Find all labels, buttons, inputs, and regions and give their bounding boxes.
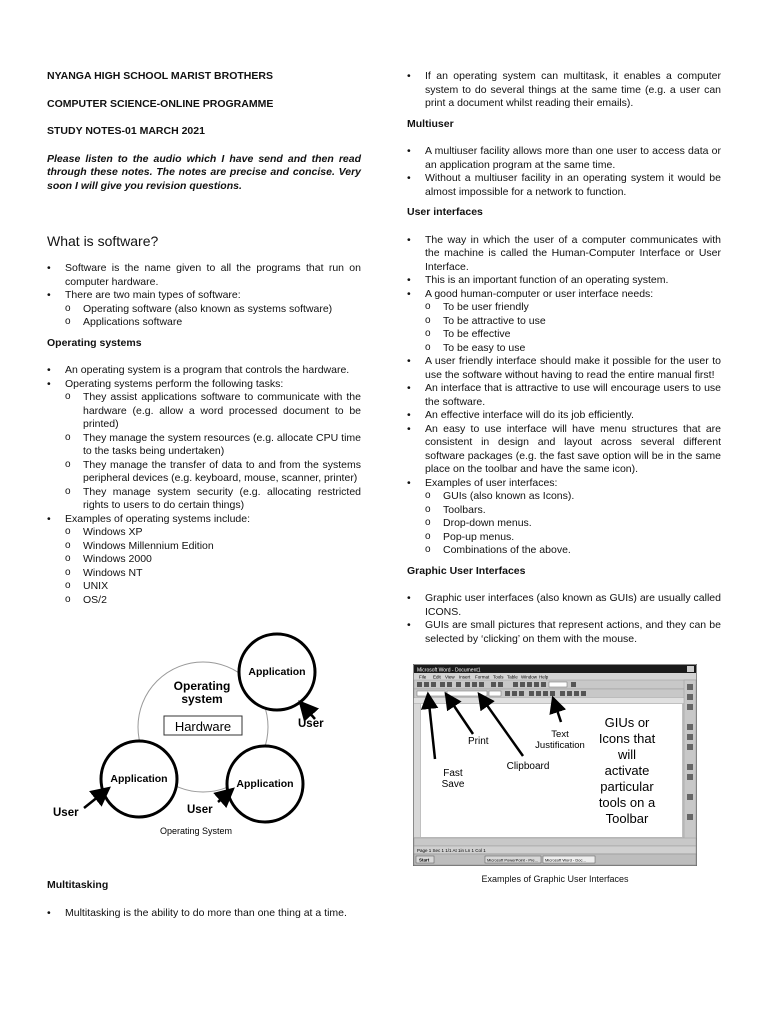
- multitasking-section: [47, 879, 361, 920]
- italic-icon[interactable]: [512, 691, 517, 696]
- list-item: • An operating system is a program that controls the hardware.: [47, 364, 361, 378]
- paste-icon[interactable]: [479, 682, 484, 687]
- style-select[interactable]: [417, 691, 445, 696]
- list-item: • GUIs are small pictures that represent actions, and they can be selected by ‘clicking’ on them with the mouse.: [407, 619, 721, 646]
- application-label-right: Application: [236, 778, 294, 790]
- user-arrow-top: [300, 702, 315, 719]
- side-tool-icon[interactable]: [687, 794, 693, 800]
- list-item-text: There are two main types of software:: [65, 289, 241, 301]
- preview-icon[interactable]: [447, 682, 452, 687]
- callout-line: Icons that: [598, 731, 656, 746]
- menu-view[interactable]: View: [445, 674, 455, 680]
- menu-insert[interactable]: Insert: [459, 674, 471, 680]
- size-select[interactable]: [489, 691, 501, 696]
- software-list: [47, 262, 361, 330]
- os-examples: [65, 526, 361, 607]
- list-item: o Toolbars.: [425, 504, 721, 518]
- text-justification-label-2: Justification: [535, 740, 585, 751]
- list-item: o Windows Millennium Edition: [65, 540, 361, 554]
- redo-icon[interactable]: [498, 682, 503, 687]
- list-item: [407, 288, 721, 356]
- list-item: • A multiuser facility allows more than one user to access data or an application program at the same time.: [407, 145, 721, 172]
- notes-date: STUDY NOTES-01 MARCH 2021: [47, 125, 205, 137]
- underline-icon[interactable]: [519, 691, 524, 696]
- list-item: • An interface that is attractive to use will encourage users to use the software.: [407, 382, 721, 409]
- fast-save-label-2: Save: [441, 779, 465, 790]
- menu-edit[interactable]: Edit: [433, 674, 441, 680]
- menu-file[interactable]: File: [419, 674, 427, 680]
- text-justification-label-1: Text: [551, 729, 569, 740]
- list-item: o They manage system security (e.g. allocating restricted rights to users to do certain things): [65, 486, 361, 513]
- callout-line: tools on a: [598, 795, 656, 810]
- print-label: Print: [468, 736, 489, 747]
- multiuser-heading: Multiuser: [407, 117, 454, 130]
- list-item: o OS/2: [65, 594, 361, 608]
- gui-screenshot-figure: [413, 664, 697, 866]
- undo-icon[interactable]: [491, 682, 496, 687]
- menu-window[interactable]: Window: [521, 674, 538, 680]
- side-tool-icon[interactable]: [687, 684, 693, 690]
- multiuser-list: [407, 145, 721, 199]
- start-label: Start: [419, 857, 430, 863]
- diagram-caption: Operating System: [159, 826, 233, 836]
- os-label-1: Operating: [173, 679, 231, 693]
- fast-save-label-1: Fast: [443, 768, 463, 779]
- multitasking-list: [47, 907, 361, 921]
- application-label-left: Application: [110, 773, 168, 785]
- list-item: • The way in which the user of a computer communicates with the machine is called the Human-Computer Interface or User Interface.: [407, 234, 721, 275]
- os-heading: Operating systems: [47, 336, 142, 349]
- print-icon[interactable]: [440, 682, 445, 687]
- numbering-icon[interactable]: [560, 691, 565, 696]
- os-label-2: system: [181, 692, 223, 706]
- list-item: • Multitasking is the ability to do more than one thing at a time.: [47, 907, 361, 921]
- side-tool-icon[interactable]: [687, 774, 693, 780]
- menu-tools[interactable]: Tools: [493, 674, 504, 680]
- callout-line: GIUs or: [604, 715, 650, 730]
- callout-line: activate: [604, 763, 650, 778]
- align-right-icon[interactable]: [543, 691, 548, 696]
- spell-icon[interactable]: [456, 682, 461, 687]
- indent-icon[interactable]: [574, 691, 579, 696]
- cut-icon[interactable]: [465, 682, 470, 687]
- callout-line: Toolbar: [605, 811, 649, 826]
- multitasking-list-cont: [407, 70, 721, 111]
- list-item: • An easy to use interface will have menu structures that are consistent in design and layout across several different software packages (e.g. the fast save option will be in the same place on the toolbar and have the same icon).: [407, 423, 721, 477]
- side-tool-icon[interactable]: [687, 764, 693, 770]
- taskbar-item-label: Microsoft PowerPoint - Pre...: [487, 857, 538, 863]
- side-tool-icon[interactable]: [687, 734, 693, 740]
- save-icon[interactable]: [431, 682, 436, 687]
- align-left-icon[interactable]: [529, 691, 534, 696]
- list-item-text: Examples of operating systems include:: [65, 512, 251, 525]
- list-item: o To be user friendly: [425, 301, 721, 315]
- clipboard-label: Clipboard: [506, 761, 550, 772]
- ruler: [414, 698, 684, 703]
- list-item: • This is an important function of an operating system.: [407, 274, 721, 288]
- zoom-select[interactable]: [549, 682, 567, 687]
- callout-line: will: [617, 747, 637, 762]
- gui-heading: Graphic User Interfaces: [407, 564, 526, 577]
- table-icon[interactable]: [513, 682, 518, 687]
- ui-examples: [425, 490, 721, 558]
- os-tasks: [65, 391, 361, 513]
- list-item: • A user friendly interface should make it possible for the user to use the software without having to read the entire manual first!: [407, 355, 721, 382]
- ui-list: [407, 234, 721, 558]
- list-item: o They assist applications software to communicate with the hardware (e.g. allow a word processed document to be printed): [65, 391, 361, 432]
- list-item: [47, 289, 361, 330]
- side-tool-icon[interactable]: [687, 814, 693, 820]
- side-tool-icon[interactable]: [687, 704, 693, 710]
- copy-icon[interactable]: [472, 682, 477, 687]
- bold-icon[interactable]: [505, 691, 510, 696]
- side-tool-icon[interactable]: [687, 744, 693, 750]
- list-item: o They manage the system resources (e.g. allocate CPU time to the tasks being undertaken): [65, 432, 361, 459]
- list-item: o Windows XP: [65, 526, 361, 540]
- show-icon[interactable]: [541, 682, 546, 687]
- help-icon[interactable]: [571, 682, 576, 687]
- programme-title: COMPUTER SCIENCE-ONLINE PROGRAMME: [47, 97, 274, 110]
- user-label-bottom: User: [187, 804, 213, 816]
- os-list: [47, 364, 361, 607]
- list-item: • Graphic user interfaces (also known as GUIs) are usually called ICONS.: [407, 592, 721, 619]
- menu-bar: [414, 673, 696, 680]
- border-icon[interactable]: [581, 691, 586, 696]
- list-item: • Without a multiuser facility in an operating system it would be almost impossible for a network to function.: [407, 172, 721, 199]
- right-column: [407, 70, 721, 646]
- list-item: o GUIs (also known as Icons).: [425, 490, 721, 504]
- user-label-top: User: [298, 718, 324, 730]
- list-item: o They manage the transfer of data to and from the systems peripheral devices (e.g. keyboard, mouse, scanner, printer): [65, 459, 361, 486]
- list-item: [47, 513, 361, 608]
- list-item: o Drop-down menus.: [425, 517, 721, 531]
- menu-table[interactable]: Table: [507, 674, 518, 680]
- status-text: Page 1 Sec 1 1/1 At 1in Ln 1 Col 1: [417, 848, 486, 853]
- list-item-text: Examples of user interfaces:: [425, 476, 558, 489]
- drawing-toolbar: [414, 838, 696, 846]
- left-column: [47, 70, 361, 607]
- software-heading: What is software?: [47, 233, 159, 249]
- bullets-icon[interactable]: [567, 691, 572, 696]
- list-item: o Windows 2000: [65, 553, 361, 567]
- side-tool-icon[interactable]: [687, 694, 693, 700]
- map-icon[interactable]: [534, 682, 539, 687]
- list-item: o Pop-up menus.: [425, 531, 721, 545]
- ui-needs: [425, 301, 721, 355]
- menu-help[interactable]: Help: [539, 674, 549, 680]
- operating-system-diagram: [47, 632, 347, 842]
- align-center-icon[interactable]: [536, 691, 541, 696]
- list-item: o Combinations of the above.: [425, 544, 721, 558]
- vertical-ruler: [414, 704, 420, 837]
- justify-icon[interactable]: [550, 691, 555, 696]
- intro-paragraph: Please listen to the audio which I have send and then read through these notes. The notes are precise and concise. Very soon I will give you revision questions.: [47, 152, 361, 192]
- list-item: o To be effective: [425, 328, 721, 342]
- list-item-text: Operating systems perform the following tasks:: [65, 377, 284, 390]
- list-item: [47, 378, 361, 513]
- hardware-label: Hardware: [174, 719, 232, 734]
- ui-heading: User interfaces: [407, 206, 483, 218]
- list-item: o To be easy to use: [425, 342, 721, 356]
- taskbar-item-label: Microsoft Word - Doc...: [545, 857, 586, 863]
- gui-list: [407, 592, 721, 646]
- menu-format[interactable]: Format: [475, 674, 490, 680]
- list-item: • If an operating system can multitask, it enables a computer system to do several things at the same time (e.g. a user can print a document whilst reading their emails).: [407, 70, 721, 111]
- list-item: o UNIX: [65, 580, 361, 594]
- list-item: • An effective interface will do its job efficiently.: [407, 409, 721, 423]
- open-icon[interactable]: [424, 682, 429, 687]
- list-item: [407, 477, 721, 558]
- columns-icon[interactable]: [520, 682, 525, 687]
- list-item-text: A good human-computer or user interface needs:: [425, 287, 654, 300]
- callout-line: particular: [600, 779, 654, 794]
- school-name: NYANGA HIGH SCHOOL MARIST BROTHERS: [47, 70, 273, 82]
- gui-caption: Examples of Graphic User Interfaces: [481, 874, 629, 884]
- list-item: o To be attractive to use: [425, 315, 721, 329]
- window-close-button[interactable]: [687, 666, 694, 672]
- user-label-left: User: [53, 807, 79, 819]
- list-item: o Operating software (also known as systems software): [65, 303, 361, 317]
- application-label-top: Application: [248, 666, 306, 678]
- new-icon[interactable]: [417, 682, 422, 687]
- side-tool-icon[interactable]: [687, 724, 693, 730]
- drawing-icon[interactable]: [527, 682, 532, 687]
- window-title: Microsoft Word - Document1: [417, 667, 481, 674]
- multitasking-heading: Multitasking: [47, 879, 109, 891]
- list-item: o Windows NT: [65, 567, 361, 581]
- software-types: [65, 303, 361, 330]
- list-item: • Software is the name given to all the programs that run on computer hardware.: [47, 262, 361, 289]
- list-item: o Applications software: [65, 316, 361, 330]
